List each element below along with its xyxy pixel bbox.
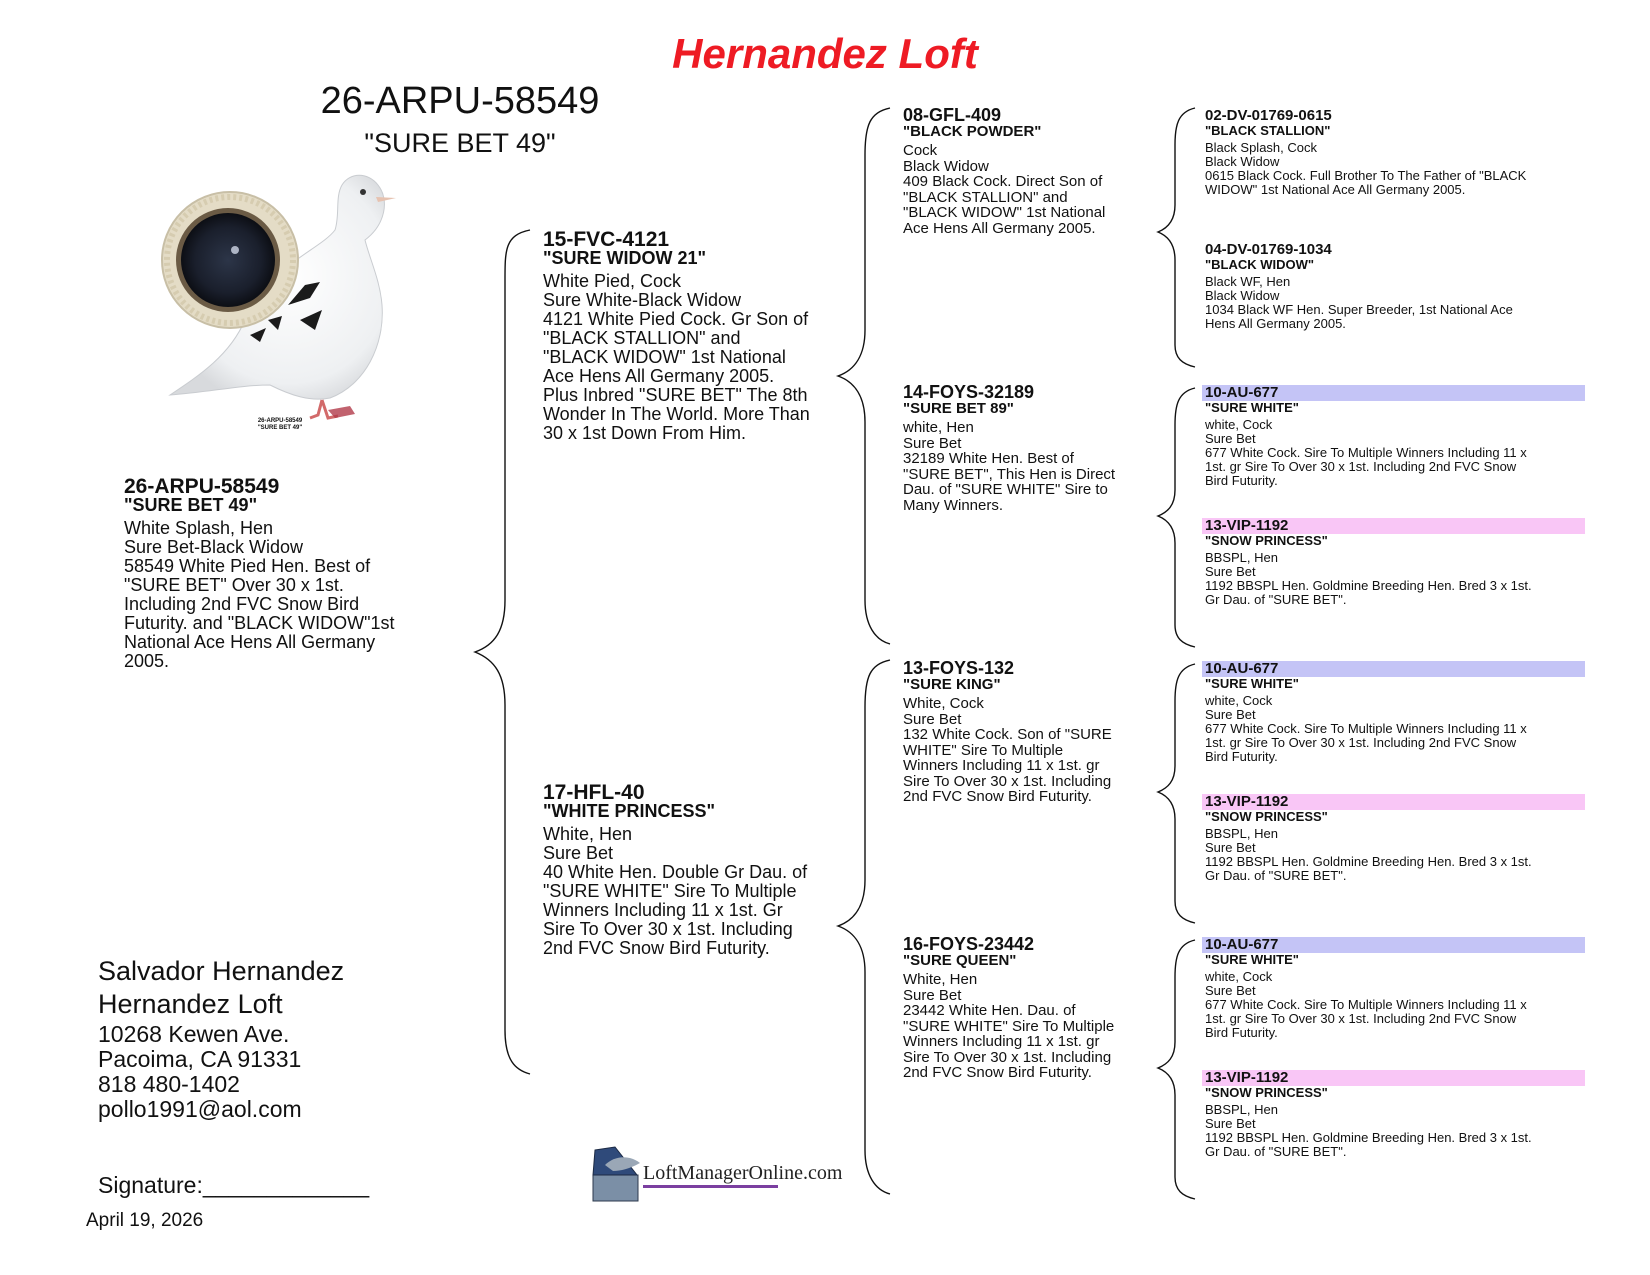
logo-text: LoftManagerOnline.com xyxy=(643,1162,843,1184)
ggp-band: 13-VIP-1192 xyxy=(1205,517,1289,534)
dam-band: 17-HFL-40 xyxy=(543,781,645,804)
gp-color-sex: Cock xyxy=(903,142,938,159)
gp-strain: Sure Bet xyxy=(903,986,962,1004)
gp-note: Winners Including 11 x 1st. gr xyxy=(903,1033,1100,1050)
dam-note: 2nd FVC Snow Bird Futurity. xyxy=(543,938,770,958)
ggp-color-sex: BBSPL, Hen xyxy=(1205,1102,1278,1117)
grandparent-block-2 xyxy=(903,382,1163,514)
ggp-strain: Sure Bet xyxy=(1205,840,1256,855)
ggp-note: 1st. gr Sire To Over 30 x 1st. Including 2nd FVC Snow xyxy=(1205,1011,1517,1026)
subject-note: 2005. xyxy=(124,651,170,671)
owner-loft: Hernandez Loft xyxy=(98,989,283,1019)
gp-note: 409 Black Cock. Direct Son of xyxy=(903,173,1103,190)
gp-band: 13-FOYS-132 xyxy=(903,658,1015,678)
gp-strain: Sure Bet xyxy=(903,434,962,452)
ggp-color-sex: Black WF, Hen xyxy=(1205,274,1291,289)
ggp-note: 1192 BBSPL Hen. Goldmine Breeding Hen. Bred 3 x 1st. xyxy=(1205,578,1532,593)
subject-note: "SURE BET" Over 30 x 1st. xyxy=(124,575,344,595)
great-grandparent-block-2 xyxy=(1205,242,1585,331)
sire-note: "BLACK WIDOW" 1st National xyxy=(543,347,786,367)
gp-note: Sire To Over 30 x 1st. Including xyxy=(903,1048,1112,1066)
sire-strain: Sure White-Black Widow xyxy=(543,290,742,310)
gp-note: "BLACK WIDOW" 1st National xyxy=(903,204,1106,221)
subject-note: National Ace Hens All Germany xyxy=(124,632,376,652)
ggp-note: 677 White Cock. Sire To Multiple Winners Including 11 x xyxy=(1205,445,1527,460)
loftmanager-logo xyxy=(585,1145,843,1205)
great-grandparent-block-6 xyxy=(1205,794,1585,883)
loft-title: Hernandez Loft xyxy=(672,30,978,77)
ggp-color-sex: BBSPL, Hen xyxy=(1205,826,1278,841)
gp-note: "SURE WHITE" Sire To Multiple xyxy=(903,1017,1115,1035)
dam-name: "WHITE PRINCESS" xyxy=(543,801,716,821)
great-grandparent-block-3 xyxy=(1205,385,1585,488)
ggp-name: "SURE WHITE" xyxy=(1205,676,1299,691)
gp-note: Sire To Over 30 x 1st. Including xyxy=(903,772,1112,790)
ggp-name: "SNOW PRINCESS" xyxy=(1205,809,1328,824)
dam-strain: Sure Bet xyxy=(543,843,614,863)
gp-note: "BLACK STALLION" and xyxy=(903,188,1068,206)
subject-strain: Sure Bet-Black Widow xyxy=(124,537,304,557)
ggp-band: 10-AU-677 xyxy=(1205,660,1279,677)
gp-name: "BLACK POWDER" xyxy=(903,122,1042,140)
dam-color-sex: White, Hen xyxy=(543,824,633,844)
gp-band: 14-FOYS-32189 xyxy=(903,382,1035,402)
sire-note: 4121 White Pied Cock. Gr Son of xyxy=(543,309,809,329)
ggp-note: Bird Futurity. xyxy=(1205,749,1278,764)
ggp-band: 10-AU-677 xyxy=(1205,384,1279,401)
ggp-strain: Black Widow xyxy=(1205,288,1280,303)
ggp-note: 0615 Black Cock. Full Brother To The Father of "BLACK xyxy=(1205,168,1527,183)
great-grandparent-block-8 xyxy=(1205,1070,1585,1159)
sire-block xyxy=(543,230,843,443)
great-grandparent-block-7 xyxy=(1205,937,1585,1040)
dam-note: 40 White Hen. Double Gr Dau. of xyxy=(543,862,808,882)
ggp-color-sex: BBSPL, Hen xyxy=(1205,550,1278,565)
dam-note: "SURE WHITE" Sire To Multiple xyxy=(543,881,797,901)
gp-note: 2nd FVC Snow Bird Futurity. xyxy=(903,1064,1092,1081)
gp-strain: Sure Bet xyxy=(903,710,962,728)
ggp-note: 677 White Cock. Sire To Multiple Winners Including 11 x xyxy=(1205,721,1527,736)
ggp-name: "SNOW PRINCESS" xyxy=(1205,533,1328,548)
ggp-band: 13-VIP-1192 xyxy=(1205,1069,1289,1086)
gp-color-sex: white, Hen xyxy=(903,419,974,436)
ggp-name: "SURE WHITE" xyxy=(1205,400,1299,415)
great-grandparent-block-5 xyxy=(1205,661,1585,764)
sire-note: 30 x 1st Down From Him. xyxy=(543,423,747,443)
sire-note: "BLACK STALLION" and xyxy=(543,328,741,348)
dam-block xyxy=(543,783,843,958)
signature-line: Signature:_____________ xyxy=(98,1172,370,1198)
ggp-name: "SNOW PRINCESS" xyxy=(1205,1085,1328,1100)
sire-name: "SURE WIDOW 21" xyxy=(543,248,707,268)
grandparent-block-3 xyxy=(903,658,1163,805)
ggp-band: 13-VIP-1192 xyxy=(1205,793,1289,810)
gp-note: 132 White Cock. Son of "SURE xyxy=(903,726,1112,743)
gp-note: Winners Including 11 x 1st. gr xyxy=(903,757,1100,774)
photo-caption-band: 26-ARPU-58549 xyxy=(257,418,303,424)
ggp-strain: Sure Bet xyxy=(1205,431,1256,446)
owner-block xyxy=(98,955,344,1021)
gp-note: 23442 White Hen. Dau. of xyxy=(903,1002,1076,1019)
subject-color-sex: White Splash, Hen xyxy=(124,518,274,538)
subject-name-heading: "SURE BET 49" xyxy=(364,128,556,158)
ggp-strain: Sure Bet xyxy=(1205,1116,1256,1131)
sire-color-sex: White Pied, Cock xyxy=(543,271,682,291)
ggp-color-sex: white, Cock xyxy=(1205,417,1273,432)
subject-band-heading: 26-ARPU-58549 xyxy=(320,80,600,122)
subject-note: 58549 White Pied Hen. Best of xyxy=(124,556,371,576)
dam-note: Winners Including 11 x 1st. Gr xyxy=(543,900,783,920)
ggp-strain: Sure Bet xyxy=(1205,983,1256,998)
ggp-strain: Sure Bet xyxy=(1205,707,1256,722)
ggp-strain: Black Widow xyxy=(1205,154,1280,169)
gp-name: "SURE BET 89" xyxy=(903,399,1014,417)
ggp-strain: Sure Bet xyxy=(1205,564,1256,579)
gp-band: 16-FOYS-23442 xyxy=(903,934,1035,954)
gp-color-sex: White, Hen xyxy=(903,971,978,988)
ggp-note: 1st. gr Sire To Over 30 x 1st. Including 2nd FVC Snow xyxy=(1205,735,1517,750)
ggp-band: 02-DV-01769-0615 xyxy=(1205,107,1332,124)
owner-name: Salvador Hernandez xyxy=(98,956,345,986)
contact-block xyxy=(98,1022,302,1122)
gp-note: Dau. of "SURE WHITE" Sire to xyxy=(903,481,1108,498)
sire-note: Ace Hens All Germany 2005. xyxy=(543,366,775,386)
subject-name: "SURE BET 49" xyxy=(124,495,258,515)
ggp-note: Hens All Germany 2005. xyxy=(1205,316,1346,331)
sire-note: Wonder In The World. More Than xyxy=(543,404,810,424)
ggp-note: Gr Dau. of "SURE BET". xyxy=(1205,1144,1347,1159)
photo-caption-name: "SURE BET 49" xyxy=(257,425,303,431)
gp-note: 2nd FVC Snow Bird Futurity. xyxy=(903,788,1092,805)
ggp-note: WIDOW" 1st National Ace All Germany 2005. xyxy=(1205,182,1466,197)
subject-band: 26-ARPU-58549 xyxy=(124,475,280,498)
gp-strain: Black Widow xyxy=(903,157,989,175)
gp-note: 32189 White Hen. Best of xyxy=(903,450,1074,467)
gp-note: "SURE BET", This Hen is Direct xyxy=(903,465,1116,483)
owner-phone: 818 480-1402 xyxy=(98,1071,240,1097)
gp-name: "SURE KING" xyxy=(903,675,1001,693)
ggp-note: Gr Dau. of "SURE BET". xyxy=(1205,868,1347,883)
gp-note: Many Winners. xyxy=(903,496,1004,514)
gp-note: Ace Hens All Germany 2005. xyxy=(903,219,1096,237)
subject-note: Futurity. and "BLACK WIDOW"1st xyxy=(124,613,395,633)
gp-color-sex: White, Cock xyxy=(903,695,984,712)
subject-note: Including 2nd FVC Snow Bird xyxy=(124,594,360,614)
ggp-note: 1192 BBSPL Hen. Goldmine Breeding Hen. Bred 3 x 1st. xyxy=(1205,1130,1532,1145)
ggp-color-sex: Black Splash, Cock xyxy=(1205,140,1317,155)
gp-name: "SURE QUEEN" xyxy=(903,951,1017,969)
ggp-note: 1st. gr Sire To Over 30 x 1st. Including 2nd FVC Snow xyxy=(1205,459,1517,474)
owner-city: Pacoima, CA 91331 xyxy=(98,1046,302,1072)
dam-note: Sire To Over 30 x 1st. Including xyxy=(543,919,793,939)
print-date: April 19, 2026 xyxy=(86,1210,204,1231)
ggp-note: 1192 BBSPL Hen. Goldmine Breeding Hen. Bred 3 x 1st. xyxy=(1205,854,1532,869)
ggp-name: "BLACK WIDOW" xyxy=(1205,257,1315,272)
subject-block xyxy=(124,477,464,671)
owner-address: 10268 Kewen Ave. xyxy=(98,1021,290,1047)
gp-note: WHITE" Sire To Multiple xyxy=(903,741,1064,759)
owner-email: pollo1991@aol.com xyxy=(98,1096,302,1122)
grandparent-block-4 xyxy=(903,934,1163,1081)
ggp-color-sex: white, Cock xyxy=(1205,693,1273,708)
great-grandparent-block-4 xyxy=(1205,518,1585,607)
ggp-color-sex: white, Cock xyxy=(1205,969,1273,984)
ggp-note: 677 White Cock. Sire To Multiple Winners Including 11 x xyxy=(1205,997,1527,1012)
sire-band: 15-FVC-4121 xyxy=(543,228,670,251)
grandparent-block-1 xyxy=(903,105,1163,237)
ggp-band: 10-AU-677 xyxy=(1205,936,1279,953)
great-grandparent-block-1 xyxy=(1205,108,1585,197)
ggp-note: Bird Futurity. xyxy=(1205,473,1278,488)
gp-band: 08-GFL-409 xyxy=(903,105,1002,125)
sire-note: Plus Inbred "SURE BET" The 8th xyxy=(543,385,808,405)
ggp-note: Gr Dau. of "SURE BET". xyxy=(1205,592,1347,607)
ggp-name: "SURE WHITE" xyxy=(1205,952,1299,967)
ggp-name: "BLACK STALLION" xyxy=(1205,123,1331,138)
ggp-note: Bird Futurity. xyxy=(1205,1025,1278,1040)
ggp-note: 1034 Black WF Hen. Super Breeder, 1st National Ace xyxy=(1205,302,1513,317)
ggp-band: 04-DV-01769-1034 xyxy=(1205,241,1332,258)
